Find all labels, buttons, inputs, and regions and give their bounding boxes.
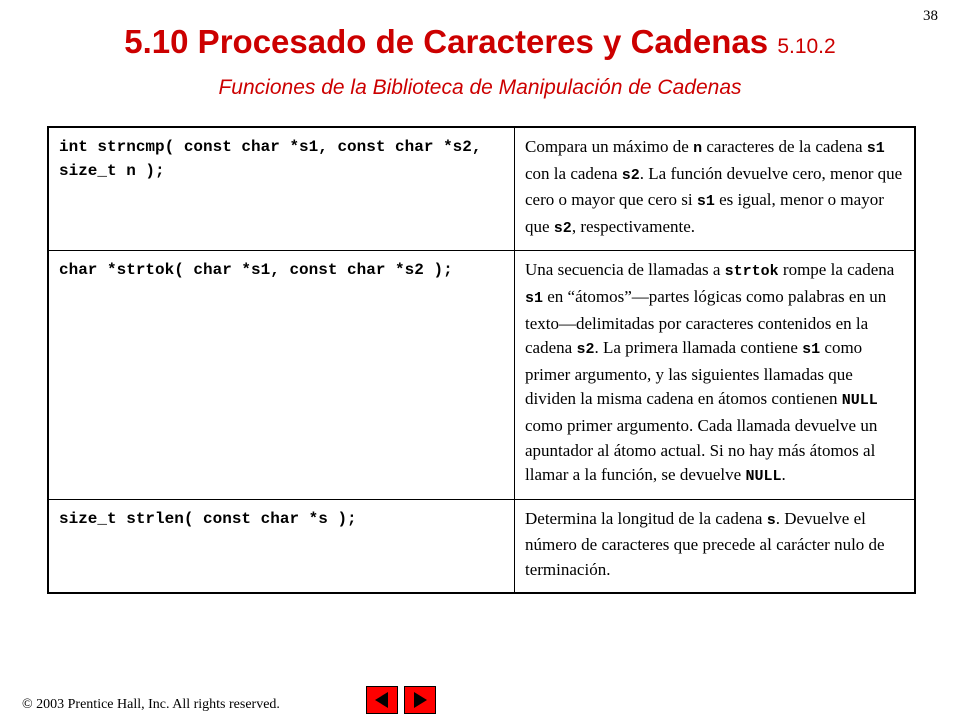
description-text: , respectivamente. xyxy=(571,216,696,236)
description-text: Una secuencia de llamadas a xyxy=(525,260,725,280)
function-description xyxy=(515,251,916,499)
description-text: con la cadena xyxy=(525,163,622,183)
title-text: 5.10 Procesado de Caracteres y Cadenas xyxy=(124,23,769,60)
next-slide-button[interactable] xyxy=(404,686,436,714)
section-reference: 5.10.2 xyxy=(777,35,836,58)
description-text: caracteres de la cadena xyxy=(702,137,867,156)
code-term: s1 xyxy=(802,341,821,359)
description-text: . Devuelve el número de caracteres que precede al carácter nulo de terminación. xyxy=(525,508,885,579)
code-term: NULL xyxy=(841,392,878,410)
code-term: s xyxy=(766,511,776,529)
slide-header xyxy=(0,22,960,101)
function-signature: int strncmp( const char *s1, const char *s2, size_t n ); xyxy=(48,127,515,251)
function-description xyxy=(515,499,916,592)
table-row xyxy=(48,499,915,592)
description-text: Compara un máximo de xyxy=(525,137,694,156)
code-term: strtok xyxy=(724,263,779,281)
description-text: . La función devuelve cero, menor que cero o mayor que cero si xyxy=(525,163,903,210)
function-signature: size_t strlen( const char *s ); xyxy=(48,499,515,592)
function-signature: char *strtok( char *s1, const char *s2 ); xyxy=(48,251,515,499)
description-text: rompe la cadena xyxy=(778,260,895,280)
description-text: como primer argumento, y las siguientes llamadas que dividen la misma cadena en átomos contienen xyxy=(525,338,863,409)
code-term: n xyxy=(693,140,703,157)
code-term: s1 xyxy=(866,140,885,157)
copyright-footer: © 2003 Prentice Hall, Inc. All rights reserved. xyxy=(22,697,280,712)
previous-slide-icon xyxy=(372,690,392,710)
function-table xyxy=(47,126,916,594)
code-term: s2 xyxy=(553,219,572,237)
description-text: . La primera llamada contiene xyxy=(594,338,803,358)
table-row xyxy=(48,251,915,499)
description-text: Determina la longitud de la cadena xyxy=(525,508,767,528)
page-number: 38 xyxy=(923,8,938,24)
slide-title xyxy=(0,22,960,67)
function-table-body xyxy=(48,127,915,593)
description-text: como primer argumento. Cada llamada devuelve un apuntador al átomo actual. Si no hay más átomos al llamar a la función, se devuelve xyxy=(525,415,878,485)
function-description xyxy=(515,127,916,251)
description-text: es igual, menor o mayor que xyxy=(525,190,884,236)
slide-subtitle: Funciones de la Biblioteca de Manipulación de Cadenas xyxy=(218,76,742,99)
description-text: en “átomos”—partes lógicas como palabras en un texto—delimitadas por caracteres contenidos en la cadena xyxy=(525,286,887,358)
code-term: NULL xyxy=(745,468,782,486)
code-term: s2 xyxy=(576,341,595,359)
code-term: s1 xyxy=(525,289,544,307)
table-row xyxy=(48,127,915,251)
code-term: s1 xyxy=(696,193,715,211)
slide-navigation xyxy=(366,686,436,714)
previous-slide-button[interactable] xyxy=(366,686,398,714)
description-text: . xyxy=(781,465,786,485)
code-term: s2 xyxy=(621,166,640,184)
next-slide-icon xyxy=(410,690,430,710)
